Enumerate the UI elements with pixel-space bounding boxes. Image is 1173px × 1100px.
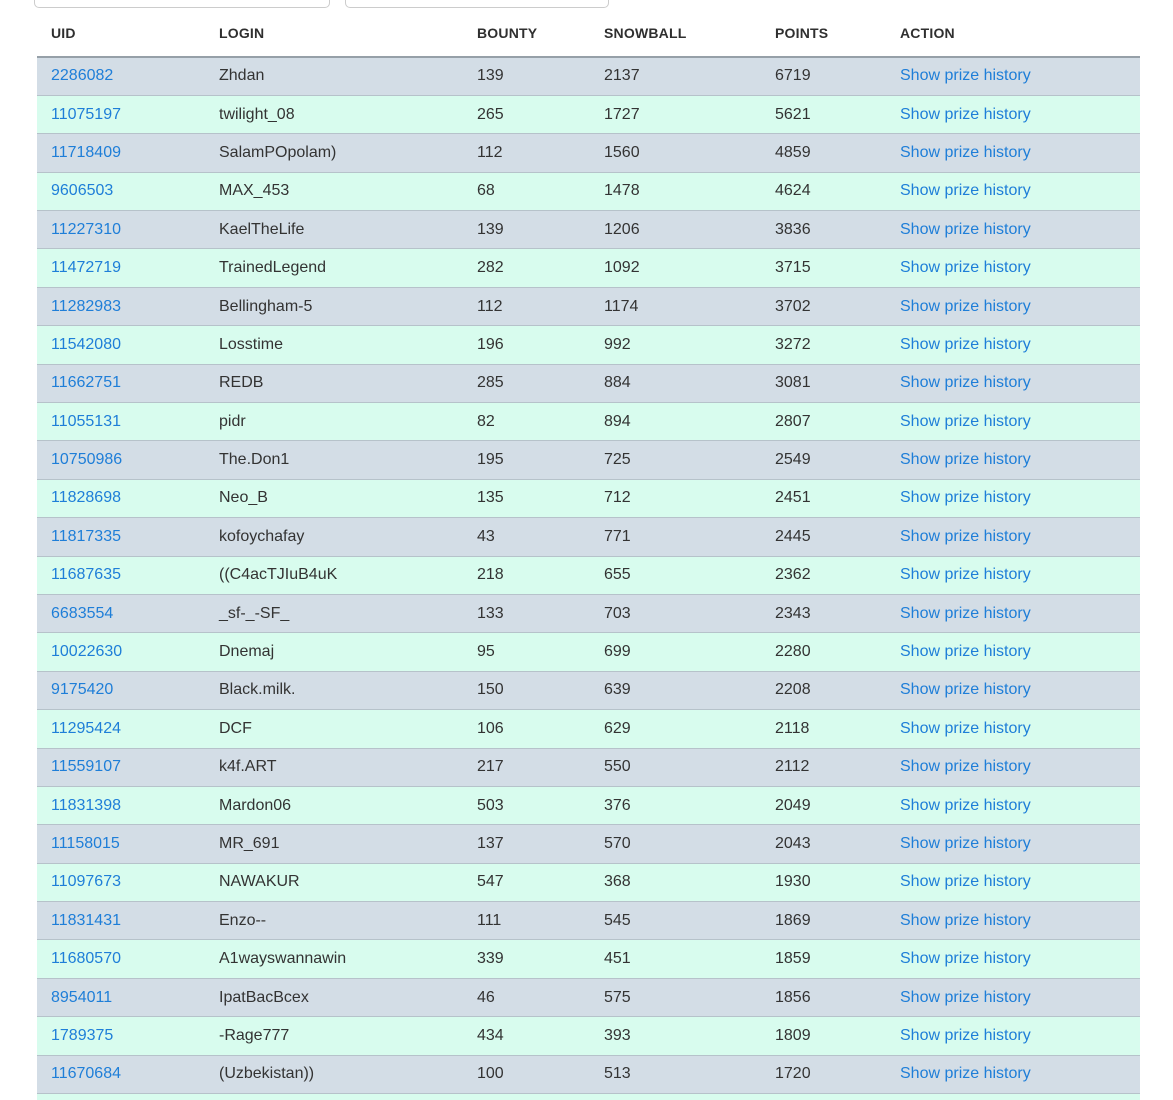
table-row	[37, 748, 1140, 786]
show-prize-history-link[interactable]: Show prize history	[900, 604, 1031, 622]
cell-uid	[37, 95, 205, 133]
show-prize-history-link[interactable]: Show prize history	[900, 182, 1031, 200]
cell-uid	[37, 518, 205, 556]
show-prize-history-link[interactable]: Show prize history	[900, 681, 1031, 699]
cell-snowball: 451	[604, 950, 631, 968]
column-header-action: ACTION	[886, 10, 1140, 57]
show-prize-history-link[interactable]: Show prize history	[900, 105, 1031, 123]
cell-login: kofoychafay	[219, 527, 305, 545]
table-row	[37, 287, 1140, 325]
uid-link[interactable]: 11282983	[51, 297, 121, 315]
cell-bounty: 265	[477, 105, 504, 123]
cell-action	[886, 518, 1140, 556]
cell-action	[886, 825, 1140, 863]
uid-link[interactable]: 11055131	[51, 412, 121, 430]
show-prize-history-link[interactable]: Show prize history	[900, 988, 1031, 1006]
cell-empty	[886, 1094, 1140, 1100]
cell-bounty: 135	[477, 489, 504, 507]
cell-uid	[37, 671, 205, 709]
uid-link[interactable]: 11828698	[51, 489, 121, 507]
cell-points: 2118	[775, 719, 810, 737]
show-prize-history-link[interactable]: Show prize history	[900, 566, 1031, 584]
cell-snowball: 712	[604, 489, 631, 507]
show-prize-history-link[interactable]: Show prize history	[900, 796, 1031, 814]
table-row	[37, 978, 1140, 1016]
cell-login: pidr	[219, 412, 246, 430]
cell-uid	[37, 902, 205, 940]
uid-link[interactable]: 2286082	[51, 67, 114, 85]
show-prize-history-link[interactable]: Show prize history	[900, 950, 1031, 968]
header-row	[37, 10, 1140, 57]
cell-uid	[37, 594, 205, 632]
uid-link[interactable]: 11295424	[51, 719, 121, 737]
cell-points: 6719	[775, 67, 811, 85]
cell-uid	[37, 364, 205, 402]
table-row	[37, 134, 1140, 172]
table-row	[37, 710, 1140, 748]
cell-snowball: 699	[604, 643, 631, 661]
cell-snowball: 570	[604, 835, 631, 852]
cell-login: SalamPOpolam)	[219, 143, 337, 161]
table-row	[37, 479, 1140, 517]
table-row	[37, 594, 1140, 632]
table-row	[37, 518, 1140, 556]
cell-points: 2445	[775, 527, 811, 545]
cell-uid	[37, 249, 205, 287]
table-row	[37, 172, 1140, 210]
filter-input-1[interactable]	[34, 0, 330, 8]
cell-points: 2280	[775, 643, 811, 661]
cell-empty	[590, 1094, 761, 1100]
cell-points: 2112	[775, 758, 810, 776]
cell-bounty: 43	[477, 527, 495, 545]
cell-snowball: 771	[604, 527, 631, 545]
show-prize-history-link[interactable]: Show prize history	[900, 1026, 1031, 1044]
cell-bounty: 434	[477, 1026, 504, 1044]
cell-empty	[761, 1094, 886, 1100]
cell-action	[886, 1017, 1140, 1055]
cell-points: 1856	[775, 988, 811, 1006]
cell-snowball: 575	[604, 988, 631, 1006]
uid-link[interactable]: 6683554	[51, 604, 114, 622]
cell-snowball: 725	[604, 451, 631, 469]
cell-action	[886, 863, 1140, 901]
cell-action	[886, 786, 1140, 824]
cell-bounty: 137	[477, 835, 504, 852]
show-prize-history-link[interactable]: Show prize history	[900, 297, 1031, 315]
cell-uid	[37, 633, 205, 671]
show-prize-history-link[interactable]: Show prize history	[900, 873, 1031, 891]
show-prize-history-link[interactable]: Show prize history	[900, 412, 1031, 430]
cell-login: -Rage777	[219, 1026, 290, 1044]
cell-action	[886, 441, 1140, 479]
cell-snowball: 884	[604, 374, 631, 392]
cell-uid	[37, 326, 205, 364]
cell-snowball: 1727	[604, 105, 640, 123]
cell-points: 3702	[775, 297, 811, 315]
cell-points: 2451	[775, 489, 811, 507]
cell-login: Bellingham-5	[219, 297, 313, 315]
cell-login: DCF	[219, 719, 252, 737]
cell-login: The.Don1	[219, 451, 290, 469]
uid-link[interactable]: 11831431	[51, 911, 121, 929]
show-prize-history-link[interactable]: Show prize history	[900, 643, 1031, 661]
cell-action	[886, 95, 1140, 133]
cell-login: Mardon06	[219, 796, 292, 814]
cell-points: 1869	[775, 911, 811, 929]
uid-link[interactable]: 11817335	[51, 527, 121, 545]
table-row	[37, 211, 1140, 249]
cell-action	[886, 172, 1140, 210]
cell-uid	[37, 863, 205, 901]
cell-snowball: 639	[604, 681, 631, 699]
table-row	[37, 364, 1140, 402]
cell-bounty: 106	[477, 719, 504, 737]
cell-uid	[37, 287, 205, 325]
uid-link[interactable]: 11680570	[51, 950, 121, 968]
cell-points: 2049	[775, 796, 811, 814]
cell-points: 2807	[775, 412, 811, 430]
cell-snowball: 393	[604, 1026, 631, 1044]
table-row	[37, 249, 1140, 287]
cell-points: 2362	[775, 566, 811, 584]
table-row	[37, 825, 1140, 863]
cell-action	[886, 940, 1140, 978]
cell-snowball: 992	[604, 335, 631, 353]
cell-bounty: 339	[477, 950, 504, 968]
cell-login: twilight_08	[219, 105, 295, 123]
uid-link[interactable]: 11687635	[51, 566, 121, 584]
show-prize-history-link[interactable]: Show prize history	[900, 911, 1031, 929]
cell-snowball: 545	[604, 911, 631, 929]
cell-bounty: 111	[477, 911, 502, 929]
cell-bounty: 195	[477, 451, 504, 469]
show-prize-history-link[interactable]: Show prize history	[900, 335, 1031, 353]
uid-link[interactable]: 11559107	[51, 758, 121, 776]
cell-bounty: 285	[477, 374, 504, 392]
cell-uid	[37, 748, 205, 786]
cell-action	[886, 403, 1140, 441]
cell-action	[886, 57, 1140, 95]
cell-login: NAWAKUR	[219, 873, 300, 891]
cell-uid	[37, 978, 205, 1016]
cell-uid	[37, 940, 205, 978]
uid-link[interactable]: 11670684	[51, 1065, 121, 1083]
cell-snowball: 550	[604, 758, 631, 776]
cell-bounty: 68	[477, 182, 495, 200]
cell-snowball: 1174	[604, 297, 639, 315]
cell-empty	[463, 1094, 590, 1100]
uid-link[interactable]: 11662751	[51, 374, 121, 392]
prize-table-body	[37, 57, 1140, 1100]
show-prize-history-link[interactable]: Show prize history	[900, 220, 1031, 238]
cell-bounty: 139	[477, 220, 504, 238]
uid-link[interactable]: 1789375	[51, 1026, 114, 1044]
uid-link[interactable]: 11542080	[51, 335, 121, 353]
uid-link[interactable]: 11831398	[51, 796, 121, 814]
cell-snowball: 368	[604, 873, 631, 891]
show-prize-history-link[interactable]: Show prize history	[900, 67, 1031, 85]
table-row-partial	[37, 1094, 1140, 1100]
cell-snowball: 1560	[604, 143, 640, 161]
cell-points: 4624	[775, 182, 811, 200]
cell-login: Losstime	[219, 335, 284, 353]
show-prize-history-link[interactable]: Show prize history	[900, 143, 1031, 161]
cell-action	[886, 479, 1140, 517]
cell-action	[886, 748, 1140, 786]
cell-uid	[37, 441, 205, 479]
cell-login: ((C4acTJIuB4uK	[219, 566, 338, 584]
show-prize-history-link[interactable]: Show prize history	[900, 489, 1031, 507]
table-row	[37, 556, 1140, 594]
cell-login: MAX_453	[219, 182, 290, 200]
cell-points: 5621	[775, 105, 811, 123]
cell-uid	[37, 479, 205, 517]
cell-uid	[37, 710, 205, 748]
column-header-points: POINTS	[761, 10, 886, 57]
uid-link[interactable]: 10022630	[51, 643, 123, 661]
cell-login: Black.milk.	[219, 681, 296, 699]
cell-login: KaelTheLife	[219, 220, 305, 238]
table-row	[37, 1017, 1140, 1055]
cell-uid	[37, 57, 205, 95]
cell-points: 2208	[775, 681, 811, 699]
table-row	[37, 57, 1140, 95]
cell-points: 2549	[775, 451, 811, 469]
cell-login: TrainedLegend	[219, 259, 327, 277]
cell-login: Zhdan	[219, 67, 265, 85]
cell-snowball: 1206	[604, 220, 640, 238]
cell-bounty: 112	[477, 143, 503, 161]
cell-bounty: 100	[477, 1065, 504, 1083]
cell-points: 2343	[775, 604, 811, 622]
cell-snowball: 629	[604, 719, 631, 737]
cell-action	[886, 134, 1140, 172]
cell-snowball: 1478	[604, 182, 640, 200]
uid-link[interactable]: 11472719	[51, 259, 121, 277]
cell-action	[886, 364, 1140, 402]
cell-bounty: 95	[477, 643, 495, 661]
show-prize-history-link[interactable]: Show prize history	[900, 1065, 1031, 1083]
cell-action	[886, 902, 1140, 940]
uid-link[interactable]: 9175420	[51, 681, 114, 699]
cell-login: Neo_B	[219, 489, 268, 507]
cell-points: 1930	[775, 873, 811, 891]
cell-action	[886, 710, 1140, 748]
table-row	[37, 940, 1140, 978]
cell-points: 1720	[775, 1065, 811, 1083]
cell-login: IpatBacBcex	[219, 988, 309, 1006]
cell-points: 3836	[775, 220, 811, 238]
cell-action	[886, 978, 1140, 1016]
cell-action	[886, 594, 1140, 632]
cell-points: 1809	[775, 1026, 811, 1044]
column-header-bounty: BOUNTY	[463, 10, 590, 57]
cell-uid	[37, 786, 205, 824]
cell-uid	[37, 556, 205, 594]
cell-uid	[37, 403, 205, 441]
cell-action	[886, 1055, 1140, 1093]
show-prize-history-link[interactable]: Show prize history	[900, 835, 1031, 852]
show-prize-history-link[interactable]: Show prize history	[900, 259, 1031, 277]
prize-table	[37, 10, 1140, 1100]
show-prize-history-link[interactable]: Show prize history	[900, 758, 1031, 776]
uid-link[interactable]: 9606503	[51, 182, 114, 200]
cell-login: _sf-_-SF_	[219, 604, 290, 622]
cell-uid	[37, 211, 205, 249]
cell-points: 3081	[775, 374, 811, 392]
cell-snowball: 894	[604, 412, 631, 430]
cell-bounty: 150	[477, 681, 504, 699]
table-row	[37, 902, 1140, 940]
uid-link[interactable]: 11075197	[51, 105, 121, 123]
table-row	[37, 786, 1140, 824]
cell-points: 4859	[775, 143, 811, 161]
prize-table-header	[37, 10, 1140, 57]
cell-snowball: 703	[604, 604, 631, 622]
show-prize-history-link[interactable]: Show prize history	[900, 374, 1031, 392]
uid-link[interactable]: 10750986	[51, 451, 123, 469]
cell-bounty: 282	[477, 259, 504, 277]
cell-points: 1859	[775, 950, 811, 968]
table-row	[37, 671, 1140, 709]
column-header-snowball: SNOWBALL	[590, 10, 761, 57]
uid-link[interactable]: 11097673	[51, 873, 121, 891]
cell-uid	[37, 1017, 205, 1055]
cell-action	[886, 633, 1140, 671]
cell-bounty: 82	[477, 412, 495, 430]
table-row	[37, 326, 1140, 364]
uid-link[interactable]: 11158015	[51, 835, 120, 852]
cell-action	[886, 556, 1140, 594]
cell-action	[886, 249, 1140, 287]
filter-input-2[interactable]	[345, 0, 609, 8]
cell-empty	[205, 1094, 463, 1100]
cell-bounty: 503	[477, 796, 504, 814]
table-row	[37, 95, 1140, 133]
cell-login: A1wayswannawin	[219, 950, 347, 968]
cell-empty	[37, 1094, 205, 1100]
table-row	[37, 863, 1140, 901]
table-row	[37, 441, 1140, 479]
table-row	[37, 403, 1140, 441]
show-prize-history-link[interactable]: Show prize history	[900, 719, 1031, 737]
cell-bounty: 133	[477, 604, 504, 622]
show-prize-history-link[interactable]: Show prize history	[900, 527, 1031, 545]
uid-link[interactable]: 11718409	[51, 143, 121, 161]
cell-points: 3272	[775, 335, 811, 353]
cell-bounty: 196	[477, 335, 504, 353]
cell-snowball: 376	[604, 796, 631, 814]
cell-bounty: 218	[477, 566, 504, 584]
column-header-login: LOGIN	[205, 10, 463, 57]
cell-bounty: 46	[477, 988, 495, 1006]
uid-link[interactable]: 11227310	[51, 220, 121, 238]
cell-snowball: 655	[604, 566, 631, 584]
cell-uid	[37, 134, 205, 172]
table-row	[37, 1055, 1140, 1093]
cell-snowball: 2137	[604, 67, 640, 85]
cell-points: 2043	[775, 835, 811, 852]
cell-bounty: 139	[477, 67, 504, 85]
cell-login: Enzo--	[219, 911, 267, 929]
cell-login: MR_691	[219, 835, 280, 852]
cell-login: REDB	[219, 374, 264, 392]
cell-snowball: 1092	[604, 259, 640, 277]
cell-action	[886, 326, 1140, 364]
cell-action	[886, 287, 1140, 325]
cell-login: (Uzbekistan))	[219, 1065, 315, 1083]
cell-login: Dnemaj	[219, 643, 275, 661]
uid-link[interactable]: 8954011	[51, 988, 113, 1006]
cell-uid	[37, 1055, 205, 1093]
show-prize-history-link[interactable]: Show prize history	[900, 451, 1031, 469]
cell-bounty: 217	[477, 758, 504, 776]
table-row	[37, 633, 1140, 671]
cell-points: 3715	[775, 259, 811, 277]
cell-uid	[37, 172, 205, 210]
cell-bounty: 112	[477, 297, 503, 315]
cell-login: k4f.ART	[219, 758, 277, 776]
cell-action	[886, 211, 1140, 249]
cell-snowball: 513	[604, 1065, 631, 1083]
column-header-uid: UID	[37, 10, 205, 57]
cell-bounty: 547	[477, 873, 504, 891]
cell-action	[886, 671, 1140, 709]
cell-uid	[37, 825, 205, 863]
